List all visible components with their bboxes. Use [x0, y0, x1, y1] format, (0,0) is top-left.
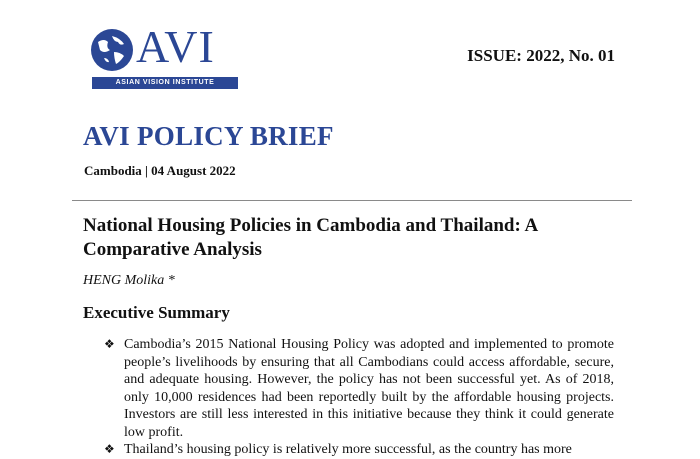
avi-logo [90, 21, 240, 92]
globe-icon [90, 28, 134, 72]
summary-bullets [104, 336, 614, 459]
document-title: National Housing Policies in Cambodia and Thailand: A Comparative Analysis [83, 215, 538, 260]
bullet-text: Cambodia’s 2015 National Housing Policy was adopted and implemented to promote people’s livelihoods by ensuring that all Cambodians could access affordable, secure, and adequate housing. However, the policy has not been successful yet. As of 2018, only 10,000 residences had been reportedly built by the affordable housing projects. Investors are still less interested in this initiative because they think it could generate low profit. [124, 337, 614, 440]
list-item [104, 336, 614, 441]
author-name: HENG Molika * [83, 273, 175, 288]
bullet-text: Thailand’s housing policy is relatively more successful, as the country has more [124, 442, 572, 457]
brief-title: AVI POLICY BRIEF [83, 121, 334, 151]
issue-number: ISSUE: 2022, No. 01 [467, 46, 615, 65]
section-heading: Executive Summary [83, 303, 230, 322]
dateline: Cambodia | 04 August 2022 [84, 163, 236, 178]
logo-tagline: ASIAN VISION INSTITUTE [92, 77, 238, 89]
divider [72, 200, 632, 201]
diamond-bullet-icon: ❖ [104, 442, 115, 456]
diamond-bullet-icon: ❖ [104, 337, 115, 351]
logo-wordmark: AVI [136, 21, 215, 72]
